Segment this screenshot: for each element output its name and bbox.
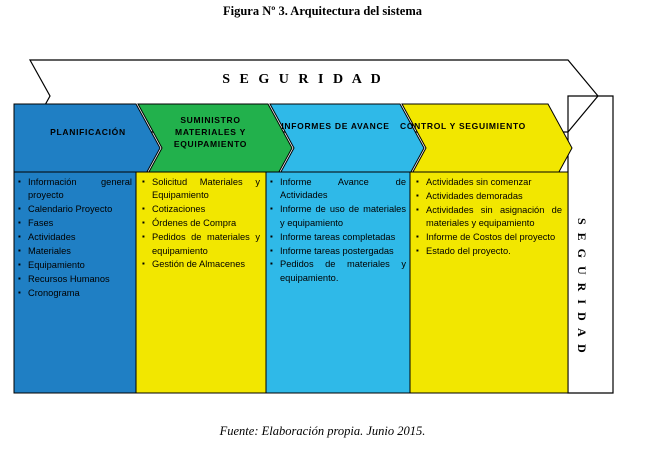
list-item: ▪ Solicitud Materiales y Equipamiento: [142, 176, 260, 203]
phase-title-planificacion: PLANIFICACIÓN: [50, 127, 126, 137]
list-item: ▪ Cronograma: [18, 287, 132, 300]
phase-items-control: [416, 176, 562, 259]
list-item: ▪ Cotizaciones: [142, 203, 260, 216]
list-item: ▪ Informe de uso de materiales y equipamiento: [270, 203, 406, 230]
list-item: ▪ Materiales: [18, 245, 132, 258]
list-item: ▪ Fases: [18, 217, 132, 230]
list-item: ▪ Pedidos de materiales y equipamiento.: [270, 258, 406, 285]
security-banner-top-label: S E G U R I D A D: [222, 72, 384, 87]
figure-title: Figura Nº 3. Arquitectura del sistema: [222, 4, 423, 18]
list-item: ▪ Actividades: [18, 231, 132, 244]
list-item: ▪ Estado del proyecto.: [416, 245, 562, 258]
list-item: ▪ Gestión de Almacenes: [142, 258, 260, 271]
list-item: ▪ Informe Avance de Actividades: [270, 176, 406, 203]
list-item: ▪ Equipamiento: [18, 259, 132, 272]
list-item: ▪ Información general proyecto: [18, 176, 132, 203]
list-item: ▪ Actividades demoradas: [416, 190, 562, 203]
phase-title-control: CONTROL Y SEGUIMIENTO: [399, 121, 526, 131]
architecture-diagram: [8, 48, 636, 408]
list-item: ▪ Calendario Proyecto: [18, 203, 132, 216]
phase-items-suministro: [142, 176, 260, 272]
list-item: ▪ Actividades sin asignación de materiales y equipamiento: [416, 204, 562, 231]
phase-title-suministro: SUMINISTRO MATERIALES Y EQUIPAMIENTO: [173, 115, 248, 149]
list-item: ▪ Pedidos de materiales y equipamiento: [142, 231, 260, 258]
list-item: ▪ Informe tareas postergadas: [270, 245, 406, 258]
phase-title-informes: INFORMES DE AVANCE: [281, 121, 390, 131]
list-item: ▪ Actividades sin comenzar: [416, 176, 562, 189]
phase-items-planificacion: [18, 176, 132, 301]
phase-items-informes: [270, 176, 406, 286]
list-item: ▪ Informe tareas completadas: [270, 231, 406, 244]
list-item: ▪ Órdenes de Compra: [142, 217, 260, 230]
figure-source: Fuente: Elaboración propia. Junio 2015.: [219, 424, 426, 438]
list-item: ▪ Recursos Humanos: [18, 273, 132, 286]
security-banner-right-label: S E G U R I D A D: [575, 218, 589, 356]
list-item: ▪ Informe de Costos del proyecto: [416, 231, 562, 244]
